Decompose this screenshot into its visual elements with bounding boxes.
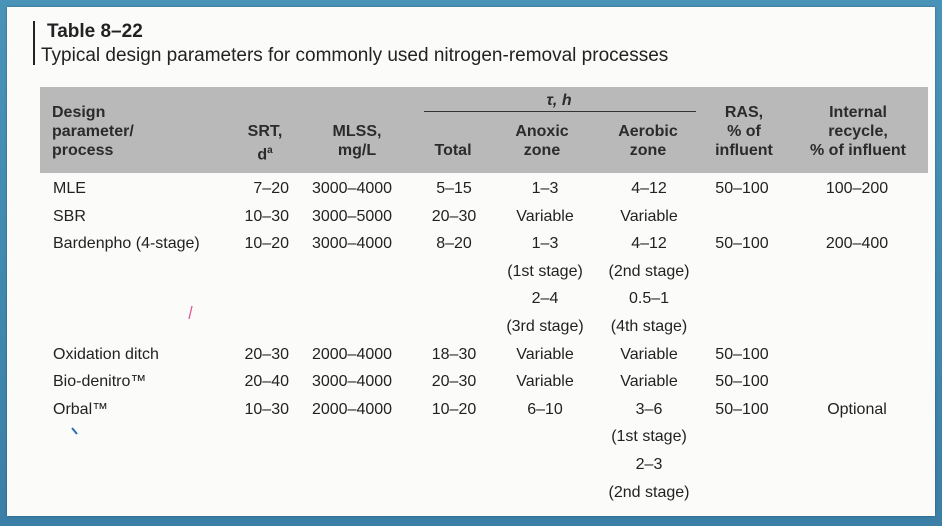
cell-total: 20–30 bbox=[431, 207, 477, 225]
cell-process: Bio-denitro™ bbox=[53, 373, 147, 391]
cell-total: 20–30 bbox=[431, 373, 477, 391]
cell-recycle: 200–400 bbox=[825, 235, 889, 253]
cell-ras: 50–100 bbox=[715, 345, 769, 363]
cell-srt: 20–40 bbox=[244, 373, 289, 391]
cell-aerobic: 4–12 bbox=[631, 180, 667, 197]
header-line: zone bbox=[629, 142, 667, 159]
header-tau: τ, h bbox=[546, 92, 572, 109]
cell-srt: 7–20 bbox=[253, 180, 289, 197]
header-recycle bbox=[793, 103, 923, 160]
margin-rule bbox=[33, 21, 35, 65]
header-line: zone bbox=[523, 142, 561, 159]
cell-recycle: Optional bbox=[827, 400, 887, 418]
header-total: Total bbox=[434, 142, 472, 159]
header-line: MLSS, bbox=[332, 123, 382, 140]
cell-total: 5–15 bbox=[436, 180, 472, 197]
table-label: Table 8–22 bbox=[47, 21, 143, 42]
stray-tick-mark bbox=[71, 427, 81, 437]
cell-aerobic: (4th stage) bbox=[610, 318, 688, 335]
cell-mlss: 2000–4000 bbox=[311, 400, 393, 418]
header-line: recycle, bbox=[828, 123, 888, 140]
cell-anoxic: 6–10 bbox=[527, 400, 563, 418]
header-srt-unit: d bbox=[257, 146, 268, 164]
header-mlss bbox=[312, 122, 402, 160]
cell-anoxic: (1st stage) bbox=[507, 262, 583, 280]
cell-anoxic: 1–3 bbox=[531, 180, 559, 197]
cell-aerobic: Variable bbox=[620, 207, 678, 225]
cell-anoxic: (3rd stage) bbox=[506, 318, 584, 335]
cell-anoxic: 2–4 bbox=[531, 290, 559, 308]
cell-aerobic: (2nd stage) bbox=[608, 483, 690, 501]
cell-total: 18–30 bbox=[431, 345, 477, 363]
cell-recycle: 100–200 bbox=[825, 180, 889, 197]
header-line: Design bbox=[52, 104, 106, 121]
header-line: Aerobic bbox=[618, 123, 678, 140]
cell-ras: 50–100 bbox=[715, 400, 769, 418]
header-srt bbox=[235, 122, 295, 164]
cell-mlss: 2000–4000 bbox=[311, 345, 393, 363]
cell-aerobic: 2–3 bbox=[635, 456, 663, 473]
cell-ras: 50–100 bbox=[715, 235, 769, 253]
cell-srt: 10–20 bbox=[244, 235, 289, 253]
document-page bbox=[7, 7, 935, 516]
cell-srt: 10–30 bbox=[244, 207, 289, 225]
header-anoxic bbox=[502, 122, 582, 160]
cell-aerobic: (2nd stage) bbox=[608, 262, 690, 280]
cell-process: Orbal™ bbox=[53, 400, 109, 418]
cell-total: 10–20 bbox=[431, 400, 477, 418]
header-line: mg/L bbox=[337, 142, 377, 159]
cell-srt: 10–30 bbox=[244, 400, 289, 418]
header-line: parameter/ bbox=[52, 123, 134, 140]
cell-total: 8–20 bbox=[436, 235, 472, 253]
cell-ras: 50–100 bbox=[715, 373, 769, 391]
header-line: SRT, bbox=[247, 123, 283, 140]
cell-aerobic: 3–6 bbox=[635, 400, 663, 418]
cell-aerobic: Variable bbox=[620, 345, 678, 363]
cell-aerobic: Variable bbox=[620, 373, 678, 391]
cell-aerobic: (1st stage) bbox=[611, 428, 687, 446]
cell-mlss: 3000–4000 bbox=[311, 373, 393, 391]
header-srt-footnote: a bbox=[267, 145, 273, 156]
cell-srt: 20–30 bbox=[244, 345, 289, 363]
cell-anoxic: 1–3 bbox=[531, 235, 559, 253]
cell-process: MLE bbox=[53, 180, 86, 197]
table-caption: Typical design parameters for commonly used nitrogen-removal processes bbox=[41, 45, 669, 66]
header-line: Anoxic bbox=[515, 123, 569, 140]
cell-process: Oxidation ditch bbox=[53, 345, 159, 363]
tau-divider bbox=[424, 111, 696, 112]
cell-anoxic: Variable bbox=[516, 207, 574, 225]
header-design bbox=[52, 103, 134, 160]
stray-pen-mark bbox=[187, 305, 195, 321]
cell-mlss: 3000–5000 bbox=[311, 207, 393, 225]
header-ras bbox=[704, 103, 784, 160]
header-line: process bbox=[52, 142, 114, 159]
header-line: Internal bbox=[829, 104, 887, 121]
cell-anoxic: Variable bbox=[516, 345, 574, 363]
cell-aerobic: 4–12 bbox=[631, 235, 667, 253]
header-line: % of influent bbox=[810, 142, 906, 159]
cell-anoxic: Variable bbox=[516, 373, 574, 391]
header-line: % of bbox=[727, 123, 761, 140]
cell-aerobic: 0.5–1 bbox=[628, 290, 670, 308]
cell-ras: 50–100 bbox=[715, 180, 769, 197]
cell-mlss: 3000–4000 bbox=[311, 235, 393, 253]
header-line: RAS, bbox=[724, 104, 764, 121]
cell-mlss: 3000–4000 bbox=[311, 180, 393, 197]
header-line: influent bbox=[715, 142, 773, 159]
cell-process: Bardenpho (4-stage) bbox=[53, 235, 200, 253]
cell-process: SBR bbox=[53, 207, 86, 225]
header-aerobic bbox=[605, 122, 691, 160]
header-line bbox=[235, 141, 295, 164]
